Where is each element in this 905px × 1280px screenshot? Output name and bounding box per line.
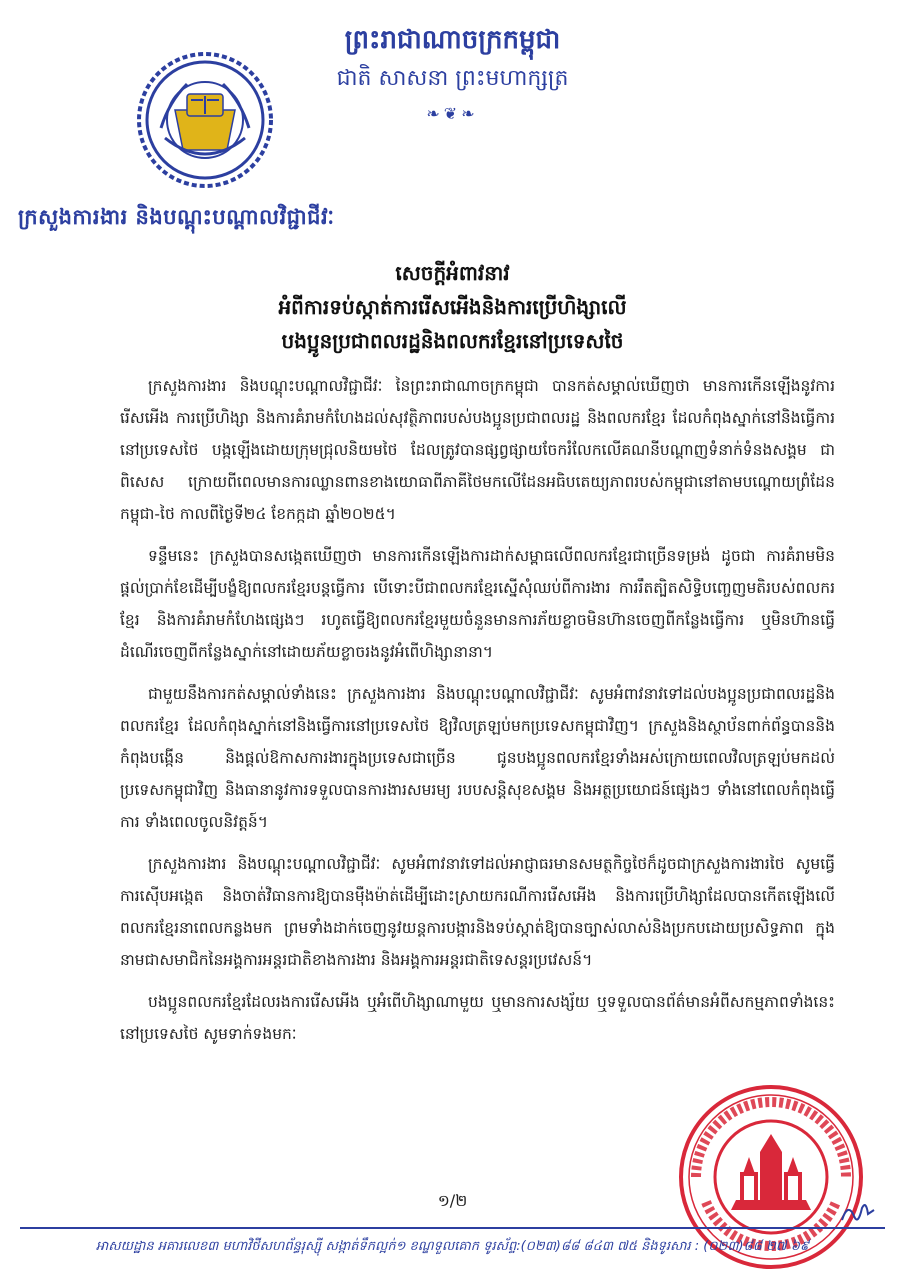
paragraph: ក្រសួងការងារ និងបណ្តុះបណ្តាលវិជ្ជាជីវៈ នៃព្រះរាជាណាចក្រកម្ពុជា បានកត់សម្គាល់ឃើញថា មានការកើនឡើងនូវការរើសអើង ការប្រើហិង្សា និងការគំរាមកំហែងដល់សុវត្ថិភាពរបស់បងប្អូនប្រជាពលរដ្ឋ និងពលករខ្មែរ ដែលកំពុងស្នាក់នៅនិងធ្វើការនៅប្រទេសថៃ បង្កឡើងដោយក្រុមជ្រុលនិយមថៃ ដែលត្រូវបានផ្សព្វផ្សាយចែករំលែកលើគណនីបណ្តាញទំនាក់ទំនងសង្គម ជាពិសេស ក្រោយពីពេលមានការឈ្លានពានខាងយោធាពីភាគីថៃមកលើដែនអធិបតេយ្យភាពរបស់កម្ពុជានៅតាមបណ្តោយព្រំដែនកម្ពុជា-ថៃ កាលពីថ្ងៃទី២៤ ខែកក្កដា ឆ្នាំ២០២៥។ [120, 377, 835, 523]
ministry-name: ក្រសួងការងារ និងបណ្តុះបណ្តាលវិជ្ជាជីវៈ [18, 205, 335, 229]
footer-address: អាសយដ្ឋាន អគារលេខ៣ មហាវិថីសហព័ន្ធរុស្ស៊ី សង្កាត់ទឹកល្អក់១ ខណ្ឌទួលគោក ទូរស័ព្ទ:(០២៣)៨៨ ៨៤៣ ៧៥ និងទូរសារ : (០២៣)៨៨ ២៧ ៦៩ [95, 1239, 810, 1254]
kingdom-title: ព្រះរាជាណាចក្រកម្ពុជា [344, 25, 561, 55]
heading-line-1: សេចក្តីអំពាវនាវ [395, 261, 510, 285]
ministry-logo [135, 50, 275, 190]
heading-line-2: អំពីការទប់ស្កាត់ការរើសអើងនិងការប្រើហិង្សាលើ [278, 295, 627, 319]
paragraph: បងប្អូនពលករខ្មែរដែលរងការរើសអើង ឬអំពើហិង្សាណាមួយ ឬមានការសង្ស័យ ឬទទួលបានព័ត៌មានអំពីសកម្មភាពទាំងនេះនៅប្រទេសថៃ សូមទាក់ទងមកៈ [120, 993, 835, 1043]
paragraph: ជាមួយនឹងការកត់សម្គាល់ទាំងនេះ ក្រសួងការងារ និងបណ្តុះបណ្តាលវិជ្ជាជីវៈ សូមអំពាវនាវទៅដល់បងប្អូនប្រជាពលរដ្ឋនិងពលករខ្មែរ ដែលកំពុងស្នាក់នៅនិងធ្វើការនៅប្រទេសថៃ ឱ្យវិលត្រឡប់មកប្រទេសកម្ពុជាវិញ។ ក្រសួងនិងស្ថាប័នពាក់ព័ន្ធបាននិងកំពុងបង្កើន និងផ្តល់ឱកាសការងារក្នុងប្រទេសជាច្រើន ជូនបងប្អូនពលករខ្មែរទាំងអស់ក្រោយពេលវិលត្រឡប់មកដល់ប្រទេសកម្ពុជាវិញ និងធានានូវការទទួលបានការងារសមរម្យ របបសន្តិសុខសង្គម និងអត្ថប្រយោជន៍ផ្សេងៗ ទាំងនៅពេលកំពុងធ្វើការ ទាំងពេលចូលនិវត្តន៍។ [120, 685, 835, 831]
paragraph: ក្រសួងការងារ និងបណ្តុះបណ្តាលវិជ្ជាជីវៈ សូមអំពាវនាវទៅដល់អាជ្ញាធរមានសមត្ថកិច្ចថៃក៏ដូចជាក្រសួងការងារថៃ សូមធ្វើការស៊ើបអង្កេត និងចាត់វិធានការឱ្យបានម៉ឺងម៉ាត់ដើម្បីដោះស្រាយករណីការរើសអើង និងការប្រើហិង្សាដែលបានកើតឡើងលើពលករខ្មែរនាពេលកន្លងមក ព្រមទាំងដាក់ចេញនូវយន្តការបង្ការនិងទប់ស្កាត់ឱ្យបានច្បាស់លាស់និងប្រកបដោយប្រសិទ្ធភាព ក្នុងនាមជាសមាជិកនៃអង្គការអន្តរជាតិខាងការងារ និងអង្គការអន្តរជាតិទេសន្តរប្រវេសន៍។ [120, 855, 835, 969]
document-heading [0, 256, 905, 358]
footer-divider [20, 1227, 885, 1229]
ornament-divider: ❧❦❧ [426, 104, 479, 123]
national-motto: ជាតិ សាសនា ព្រះមហាក្សត្រ [336, 66, 569, 91]
heading-line-3: បងប្អូនប្រជាពលរដ្ឋនិងពលករខ្មែរនៅប្រទេសថៃ [281, 329, 624, 353]
page-number: ១/២ [437, 1191, 468, 1210]
document-body [120, 370, 835, 1060]
paragraph: ទន្ទឹមនេះ ក្រសួងបានសង្កេតឃើញថា មានការកើនឡើងការដាក់សម្ពាធលើពលករខ្មែរជាច្រើនទម្រង់ ដូចជា ការគំរាមមិនផ្តល់ប្រាក់ខែដើម្បីបង្ខំឱ្យពលករខ្មែរបន្តធ្វើការ បើទោះបីជាពលករខ្មែរស្នើសុំឈប់ពីការងារ ការរឹតត្បិតសិទ្ធិបញ្ចេញមតិរបស់ពលករខ្មែរ និងការគំរាមកំហែងផ្សេងៗ រហូតធ្វើឱ្យពលករខ្មែរមួយចំនួនមានការភ័យខ្លាចមិនហ៊ានចេញពីកន្លែងធ្វើការ ឬមិនហ៊ានធ្វើដំណើរចេញពីកន្លែងស្នាក់នៅដោយភ័យខ្លាចរងនូវអំពើហិង្សានានា។ [120, 547, 835, 661]
